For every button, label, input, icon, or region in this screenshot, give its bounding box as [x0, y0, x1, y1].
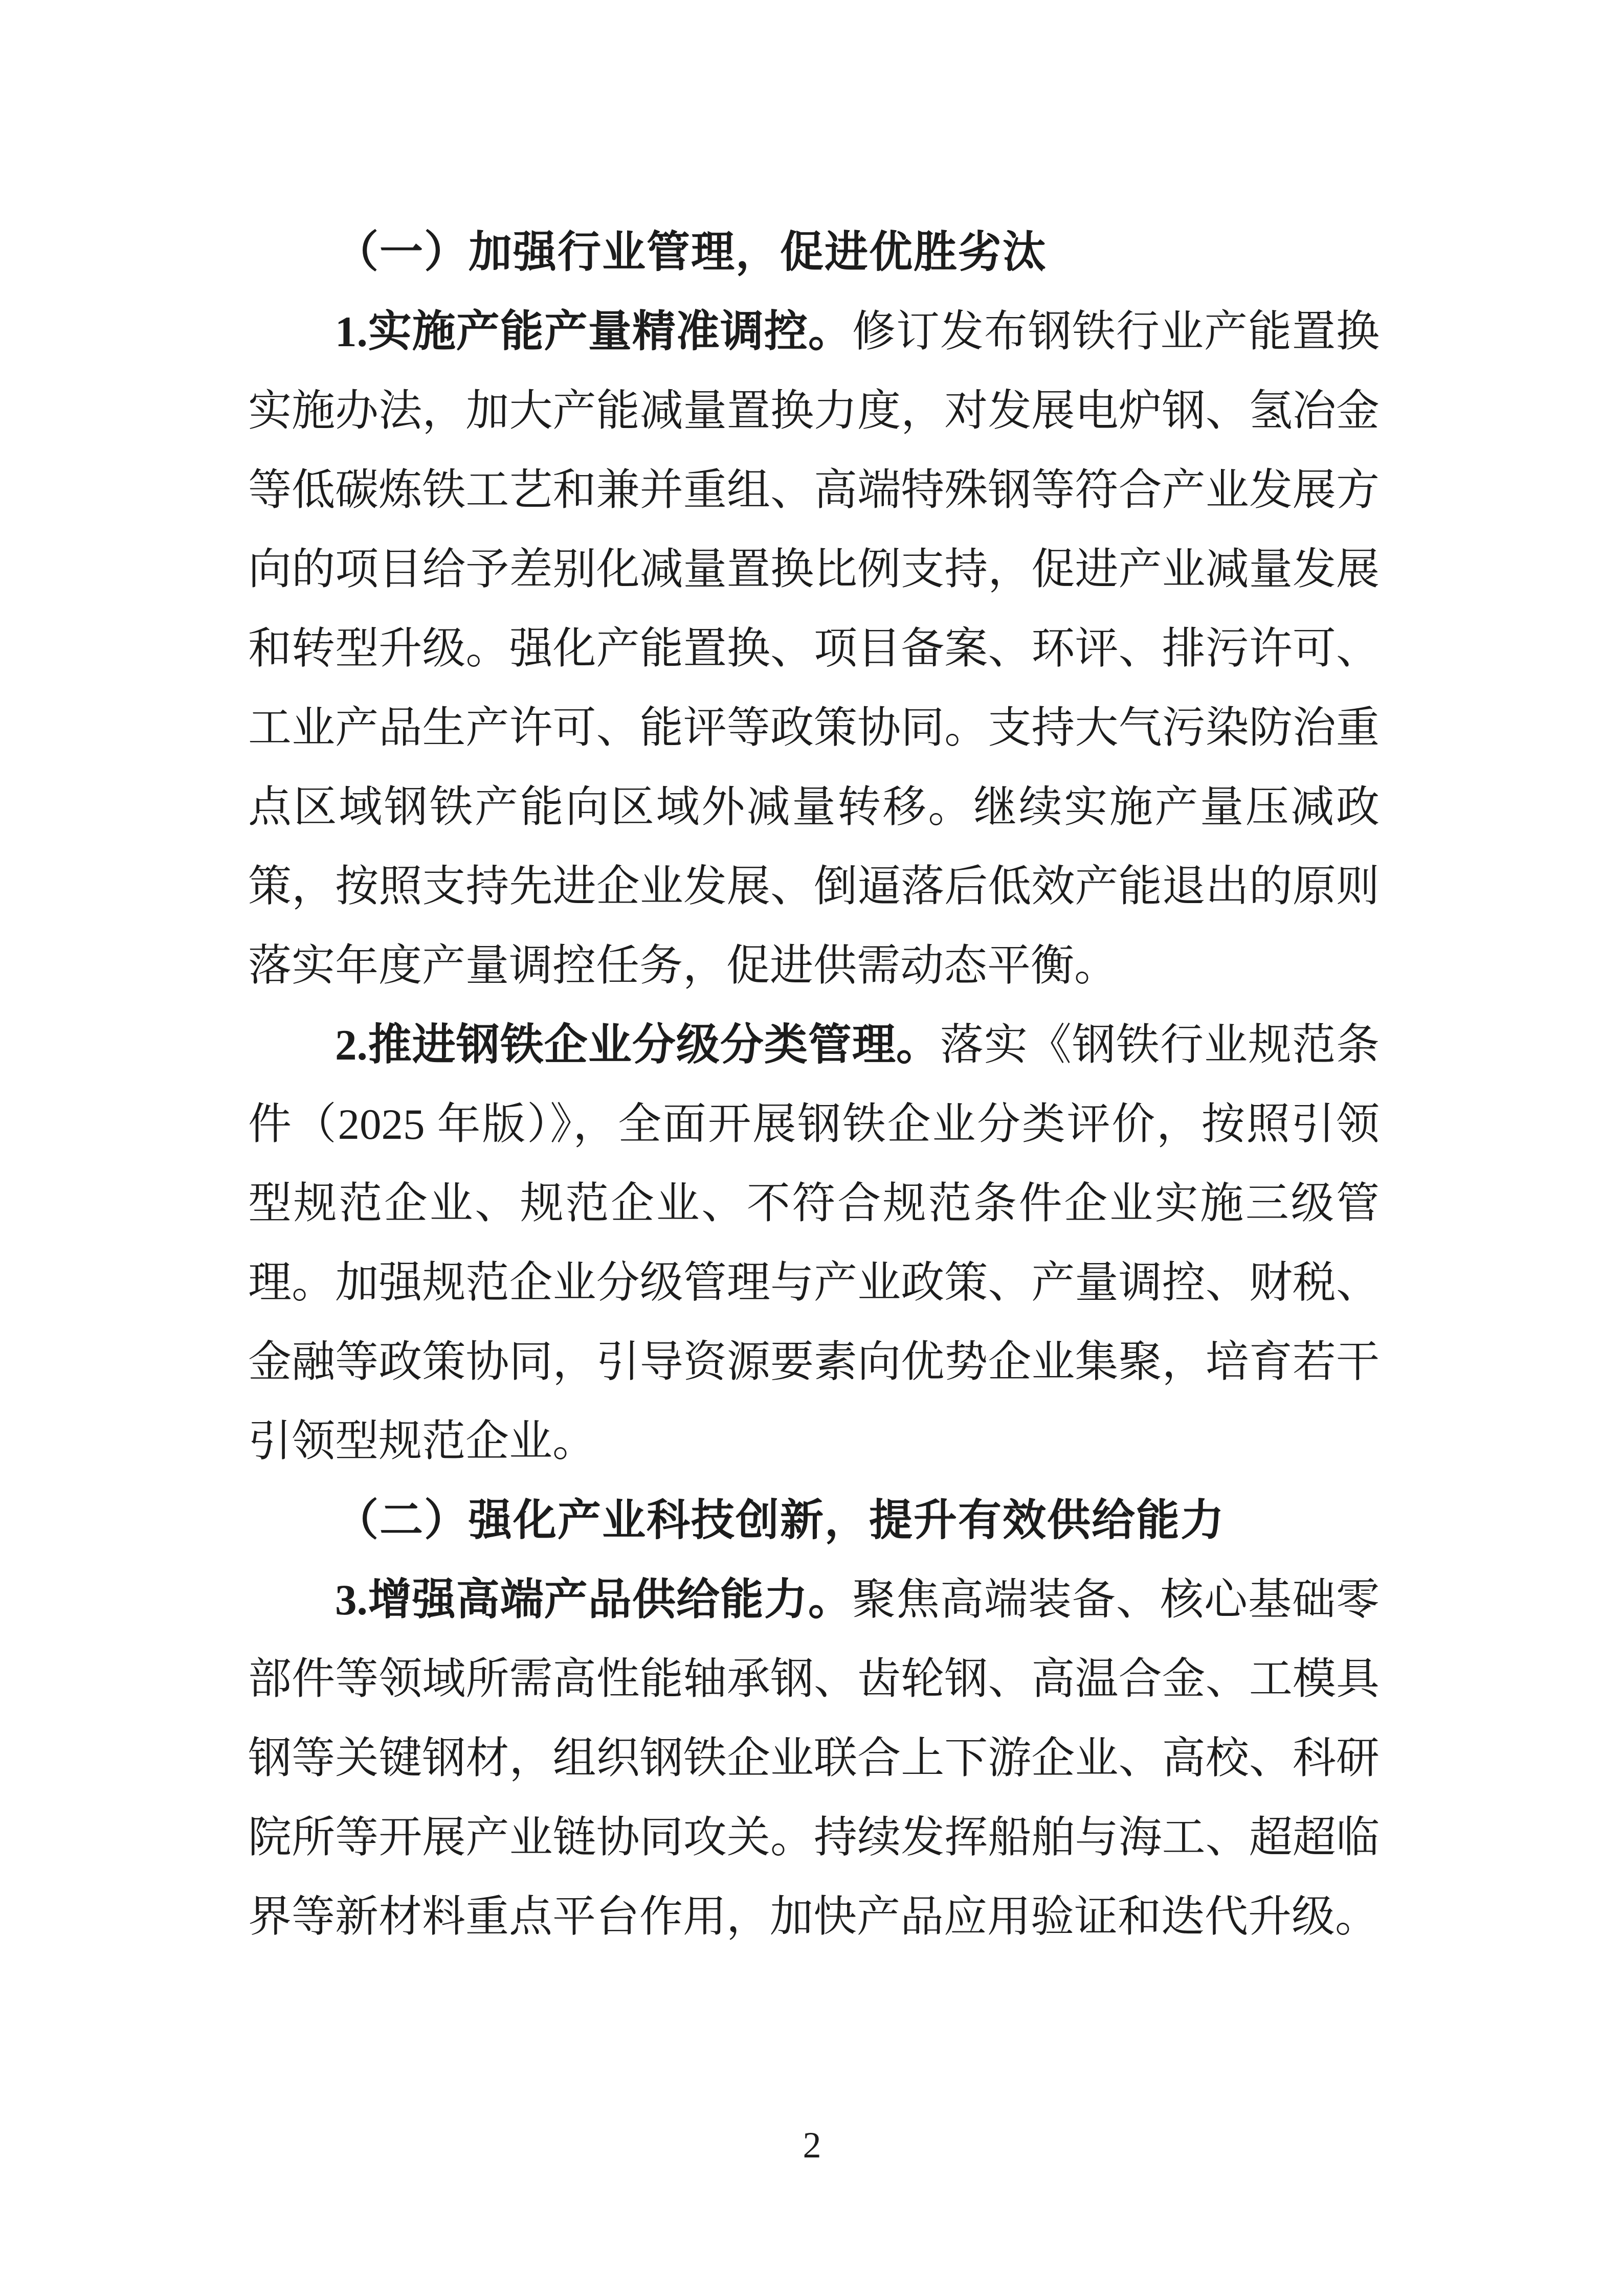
paragraph-1	[248, 292, 1380, 1006]
paragraph-2-text: 落实《钢铁行业规范条件（2025 年版）》，全面开展钢铁企业分类评价，按照引领型规范企业、规范企业、不符合规范条件企业实施三级管理。加强规范企业分级管理与产业政策、产量调控、财税、金融等政策协同，引导资源要素向优势企业集聚，培育若干引领型规范企业。	[248, 1021, 1380, 1466]
paragraph-2-lead: 2.推进钢铁企业分级分类管理。	[335, 1021, 940, 1069]
document-body	[248, 213, 1380, 1957]
paragraph-1-text: 修订发布钢铁行业产能置换实施办法，加大产能减量置换力度，对发展电炉钢、氢冶金等低碳炼铁工艺和兼并重组、高端特殊钢等符合产业发展方向的项目给予差别化减量置换比例支持，促进产业减量发展和转型升级。强化产能置换、项目备案、环评、排污许可、工业产品生产许可、能评等政策协同。支持大气污染防治重点区域钢铁产能向区域外减量转移。继续实施产量压减政策，按照支持先进企业发展、倒逼落后低效产能退出的原则落实年度产量调控任务，促进供需动态平衡。	[248, 308, 1380, 990]
paragraph-2	[248, 1006, 1380, 1481]
paragraph-3	[248, 1561, 1380, 1957]
paragraph-3-lead: 3.增强高端产品供给能力。	[335, 1576, 852, 1624]
page-number: 2	[803, 2125, 821, 2166]
paragraph-3-text: 聚焦高端装备、核心基础零部件等领域所需高性能轴承钢、齿轮钢、高温合金、工模具钢等关键钢材，组织钢铁企业联合上下游企业、高校、科研院所等开展产业链协同攻关。持续发挥船舶与海工、超超临界等新材料重点平台作用，加快产品应用验证和迭代升级。	[248, 1576, 1380, 1941]
section-heading-1: （一）加强行业管理，促进优胜劣汰	[335, 229, 1048, 277]
paragraph-1-lead: 1.实施产能产量精准调控。	[335, 308, 852, 356]
section-heading-2: （二）强化产业科技创新，提升有效供给能力	[335, 1497, 1226, 1545]
